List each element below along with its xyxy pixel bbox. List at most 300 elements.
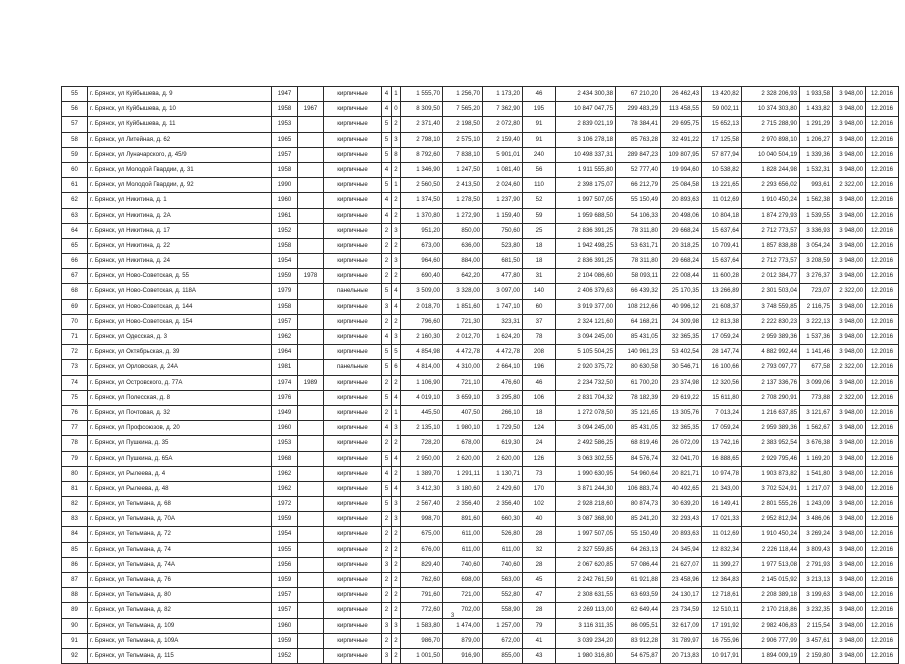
wall-material-cell: кирпичные <box>324 162 382 177</box>
cost-part-2-cell: 26 462,43 <box>661 87 702 102</box>
residents-cell: 124 <box>523 421 556 436</box>
cost-part-1-cell: 64 168,21 <box>616 314 661 329</box>
cost-part-3-cell: 12 813,38 <box>702 314 742 329</box>
address-cell: г. Брянск, ул Луначарского, д. 45/9 <box>88 147 272 162</box>
cost-part-2-cell: 23 734,59 <box>661 603 702 618</box>
total-cost-cell: 2 067 620,85 <box>556 557 616 572</box>
table-row <box>62 527 899 542</box>
cost-part-2-cell: 22 008,44 <box>661 269 702 284</box>
living-area-cell: 721,00 <box>443 588 483 603</box>
address-cell: г. Брянск, ул Тельмана, д. 68 <box>88 497 272 512</box>
year-rebuilt-cell <box>298 421 324 436</box>
row-number: 68 <box>62 284 88 299</box>
floors-cell: 5 <box>382 132 392 147</box>
table-row <box>62 451 899 466</box>
floors-cell: 2 <box>382 527 392 542</box>
floors-cell: 2 <box>382 375 392 390</box>
entrances-cell: 5 <box>392 345 401 360</box>
total-area-cell: 1 370,80 <box>401 208 443 223</box>
row-number: 58 <box>62 132 88 147</box>
year-built-cell: 1958 <box>272 102 298 117</box>
floors-cell: 4 <box>382 330 392 345</box>
cost-part-1-cell: 66 439,32 <box>616 284 661 299</box>
row-number: 86 <box>62 557 88 572</box>
cost-part-3-cell: 59 002,11 <box>702 102 742 117</box>
wall-material-cell: кирпичные <box>324 466 382 481</box>
unit-cost-cell: 3 222,13 <box>800 314 833 329</box>
unit-cost-cell: 1 339,36 <box>800 147 833 162</box>
cost-part-1-cell: 85 763,28 <box>616 132 661 147</box>
total-area-cell: 1 346,90 <box>401 162 443 177</box>
residents-cell: 40 <box>523 512 556 527</box>
cost-part-2-cell: 20 893,63 <box>661 527 702 542</box>
year-rebuilt-cell <box>298 573 324 588</box>
unit-cost-cell: 1 206,27 <box>800 132 833 147</box>
cost-part-4-cell: 2 383 952,54 <box>742 436 800 451</box>
total-area-cell: 2 160,30 <box>401 330 443 345</box>
living-area-cell: 1 980,10 <box>443 421 483 436</box>
total-area-cell: 2 560,50 <box>401 178 443 193</box>
floors-cell: 4 <box>382 162 392 177</box>
residential-area-cell: 1 257,00 <box>483 618 523 633</box>
row-number: 83 <box>62 512 88 527</box>
total-cost-cell: 2 308 631,55 <box>556 588 616 603</box>
year-rebuilt-cell <box>298 618 324 633</box>
date-cell: 12.2016 <box>866 618 899 633</box>
residents-cell: 91 <box>523 117 556 132</box>
address-cell: г. Брянск, ул Никитина, д. 2А <box>88 208 272 223</box>
cost-part-1-cell: 58 093,11 <box>616 269 661 284</box>
date-cell: 12.2016 <box>866 208 899 223</box>
unit-cost-cell: 3 676,38 <box>800 436 833 451</box>
floors-cell: 2 <box>382 269 392 284</box>
cost-part-3-cell: 57 877,94 <box>702 147 742 162</box>
year-rebuilt-cell <box>298 345 324 360</box>
total-cost-cell: 10 847 047,75 <box>556 102 616 117</box>
cost-part-1-cell: 78 311,80 <box>616 223 661 238</box>
table-row <box>62 573 899 588</box>
year-built-cell: 1981 <box>272 360 298 375</box>
cost-part-3-cell: 17 191,92 <box>702 618 742 633</box>
living-area-cell: 891,60 <box>443 512 483 527</box>
wall-material-cell: кирпичные <box>324 269 382 284</box>
cost-part-1-cell: 85 241,20 <box>616 512 661 527</box>
unit-cost-cell: 1 532,31 <box>800 162 833 177</box>
unit-cost-cell: 3 336,93 <box>800 223 833 238</box>
unit-cost-cell: 3 809,43 <box>800 542 833 557</box>
date-cell: 12.2016 <box>866 269 899 284</box>
cost-part-3-cell: 16 755,96 <box>702 633 742 648</box>
table-row <box>62 633 899 648</box>
rate-cell: 3 948,00 <box>833 497 866 512</box>
row-number: 61 <box>62 178 88 193</box>
cost-part-1-cell: 78 384,41 <box>616 117 661 132</box>
entrances-cell: 2 <box>392 527 401 542</box>
floors-cell: 4 <box>382 87 392 102</box>
cost-part-1-cell: 61 700,20 <box>616 375 661 390</box>
address-cell: г. Брянск, ул Тельмана, д. 115 <box>88 648 272 663</box>
floors-cell: 5 <box>382 390 392 405</box>
residents-cell: 110 <box>523 178 556 193</box>
cost-part-4-cell: 2 222 830,23 <box>742 314 800 329</box>
cost-part-2-cell: 24 309,98 <box>661 314 702 329</box>
floors-cell: 4 <box>382 466 392 481</box>
cost-part-2-cell: 32 617,09 <box>661 618 702 633</box>
date-cell: 12.2016 <box>866 527 899 542</box>
cost-part-4-cell: 1 874 279,93 <box>742 208 800 223</box>
wall-material-cell: кирпичные <box>324 345 382 360</box>
rate-cell: 3 948,00 <box>833 162 866 177</box>
year-built-cell: 1955 <box>272 542 298 557</box>
wall-material-cell: кирпичные <box>324 588 382 603</box>
wall-material-cell: панельные <box>324 284 382 299</box>
entrances-cell: 3 <box>392 618 401 633</box>
address-cell: г. Брянск, ул Тельмана, д. 76 <box>88 573 272 588</box>
total-area-cell: 1 001,50 <box>401 648 443 663</box>
living-area-cell: 2 356,40 <box>443 497 483 512</box>
floors-cell: 4 <box>382 102 392 117</box>
entrances-cell: 3 <box>392 223 401 238</box>
total-cost-cell: 2 324 121,60 <box>556 314 616 329</box>
cost-part-1-cell: 61 921,88 <box>616 573 661 588</box>
residential-area-cell: 672,00 <box>483 633 523 648</box>
row-number: 85 <box>62 542 88 557</box>
residents-cell: 45 <box>523 573 556 588</box>
cost-part-1-cell: 80 630,58 <box>616 360 661 375</box>
year-rebuilt-cell <box>298 117 324 132</box>
residents-cell: 78 <box>523 330 556 345</box>
wall-material-cell: кирпичные <box>324 512 382 527</box>
total-area-cell: 951,20 <box>401 223 443 238</box>
cost-part-2-cell: 26 072,09 <box>661 436 702 451</box>
row-number: 78 <box>62 436 88 451</box>
row-number: 79 <box>62 451 88 466</box>
table-row <box>62 345 899 360</box>
rate-cell: 3 948,00 <box>833 223 866 238</box>
floors-cell: 2 <box>382 254 392 269</box>
year-built-cell: 1952 <box>272 648 298 663</box>
date-cell: 12.2016 <box>866 117 899 132</box>
cost-part-3-cell: 13 420,82 <box>702 87 742 102</box>
address-cell: г. Брянск, ул Пушкина, д. 35 <box>88 436 272 451</box>
unit-cost-cell: 723,07 <box>800 284 833 299</box>
cost-part-3-cell: 11 012,69 <box>702 193 742 208</box>
year-rebuilt-cell <box>298 314 324 329</box>
address-cell: г. Брянск, ул Никитина, д. 1 <box>88 193 272 208</box>
total-cost-cell: 1 911 555,80 <box>556 162 616 177</box>
date-cell: 12.2016 <box>866 132 899 147</box>
cost-part-2-cell: 30 639,20 <box>661 497 702 512</box>
residential-area-cell: 855,00 <box>483 648 523 663</box>
total-area-cell: 3 412,30 <box>401 481 443 496</box>
total-cost-cell: 1 990 630,95 <box>556 466 616 481</box>
date-cell: 12.2016 <box>866 512 899 527</box>
year-rebuilt-cell <box>298 87 324 102</box>
date-cell: 12.2016 <box>866 603 899 618</box>
cost-part-1-cell: 85 431,05 <box>616 330 661 345</box>
year-rebuilt-cell <box>298 178 324 193</box>
cost-part-2-cell: 13 305,76 <box>661 405 702 420</box>
wall-material-cell: кирпичные <box>324 299 382 314</box>
cost-part-1-cell: 54 106,33 <box>616 208 661 223</box>
address-cell: г. Брянск, ул Куйбышева, д. 11 <box>88 117 272 132</box>
living-area-cell: 916,90 <box>443 648 483 663</box>
entrances-cell: 3 <box>392 497 401 512</box>
rate-cell: 3 948,00 <box>833 405 866 420</box>
residents-cell: 240 <box>523 147 556 162</box>
living-area-cell: 678,00 <box>443 436 483 451</box>
residential-area-cell: 7 362,90 <box>483 102 523 117</box>
address-cell: г. Брянск, ул Ново-Советская, д. 118А <box>88 284 272 299</box>
residential-area-cell: 750,60 <box>483 223 523 238</box>
residents-cell: 52 <box>523 193 556 208</box>
cost-part-4-cell: 2 793 097,77 <box>742 360 800 375</box>
row-number: 63 <box>62 208 88 223</box>
total-cost-cell: 2 836 391,25 <box>556 223 616 238</box>
date-cell: 12.2016 <box>866 405 899 420</box>
date-cell: 12.2016 <box>866 375 899 390</box>
floors-cell: 3 <box>382 557 392 572</box>
wall-material-cell: кирпичные <box>324 375 382 390</box>
cost-part-2-cell: 109 807,95 <box>661 147 702 162</box>
address-cell: г. Брянск, ул Полесская, д. 8 <box>88 390 272 405</box>
row-number: 82 <box>62 497 88 512</box>
cost-part-1-cell: 85 431,05 <box>616 421 661 436</box>
address-cell: г. Брянск, ул Тельмана, д. 80 <box>88 588 272 603</box>
year-built-cell: 1958 <box>272 238 298 253</box>
cost-part-4-cell: 2 712 773,57 <box>742 254 800 269</box>
cost-part-1-cell: 62 649,44 <box>616 603 661 618</box>
date-cell: 12.2016 <box>866 345 899 360</box>
rate-cell: 3 948,00 <box>833 147 866 162</box>
date-cell: 12.2016 <box>866 557 899 572</box>
residential-area-cell: 681,50 <box>483 254 523 269</box>
unit-cost-cell: 3 232,35 <box>800 603 833 618</box>
table-row <box>62 512 899 527</box>
residential-area-cell: 2 664,10 <box>483 360 523 375</box>
cost-part-1-cell: 54 675,87 <box>616 648 661 663</box>
residents-cell: 106 <box>523 390 556 405</box>
rate-cell: 3 948,00 <box>833 436 866 451</box>
total-cost-cell: 5 105 504,25 <box>556 345 616 360</box>
living-area-cell: 1 278,50 <box>443 193 483 208</box>
row-number: 64 <box>62 223 88 238</box>
living-area-cell: 4 472,78 <box>443 345 483 360</box>
floors-cell: 5 <box>382 147 392 162</box>
year-rebuilt-cell <box>298 527 324 542</box>
unit-cost-cell: 1 539,55 <box>800 208 833 223</box>
row-number: 87 <box>62 573 88 588</box>
unit-cost-cell: 1 933,58 <box>800 87 833 102</box>
cost-part-3-cell: 17 059,24 <box>702 330 742 345</box>
year-rebuilt-cell <box>298 588 324 603</box>
cost-part-4-cell: 2 959 389,36 <box>742 330 800 345</box>
table-row <box>62 299 899 314</box>
cost-part-1-cell: 57 086,44 <box>616 557 661 572</box>
rate-cell: 3 948,00 <box>833 466 866 481</box>
unit-cost-cell: 2 791,93 <box>800 557 833 572</box>
total-cost-cell: 2 327 559,85 <box>556 542 616 557</box>
cost-part-3-cell: 17 059,24 <box>702 421 742 436</box>
rate-cell: 3 948,00 <box>833 208 866 223</box>
entrances-cell: 4 <box>392 390 401 405</box>
residential-area-cell: 1 159,40 <box>483 208 523 223</box>
residents-cell: 59 <box>523 208 556 223</box>
address-cell: г. Брянск, ул Никитина, д. 24 <box>88 254 272 269</box>
row-number: 89 <box>62 603 88 618</box>
floors-cell: 4 <box>382 421 392 436</box>
cost-part-3-cell: 17 021,33 <box>702 512 742 527</box>
living-area-cell: 2 413,50 <box>443 178 483 193</box>
floors-cell: 2 <box>382 223 392 238</box>
cost-part-4-cell: 1 910 450,24 <box>742 527 800 542</box>
address-cell: г. Брянск, ул Куйбышева, д. 9 <box>88 87 272 102</box>
row-number: 77 <box>62 421 88 436</box>
row-number: 59 <box>62 147 88 162</box>
year-built-cell: 1952 <box>272 223 298 238</box>
residential-area-cell: 477,80 <box>483 269 523 284</box>
cost-part-1-cell: 63 693,59 <box>616 588 661 603</box>
rate-cell: 3 948,00 <box>833 193 866 208</box>
residential-area-cell: 660,30 <box>483 512 523 527</box>
residential-area-cell: 2 024,60 <box>483 178 523 193</box>
total-cost-cell: 3 116 311,35 <box>556 618 616 633</box>
cost-part-4-cell: 2 801 555,26 <box>742 497 800 512</box>
table-row <box>62 208 899 223</box>
living-area-cell: 4 310,00 <box>443 360 483 375</box>
address-cell: г. Брянск, ул Профсоюзов, д. 20 <box>88 421 272 436</box>
year-built-cell: 1947 <box>272 87 298 102</box>
total-area-cell: 986,70 <box>401 633 443 648</box>
cost-part-1-cell: 54 960,64 <box>616 466 661 481</box>
floors-cell: 3 <box>382 618 392 633</box>
total-area-cell: 829,40 <box>401 557 443 572</box>
wall-material-cell: кирпичные <box>324 421 382 436</box>
total-cost-cell: 3 919 377,00 <box>556 299 616 314</box>
date-cell: 12.2016 <box>866 421 899 436</box>
living-area-cell: 721,10 <box>443 375 483 390</box>
residents-cell: 102 <box>523 497 556 512</box>
date-cell: 12.2016 <box>866 497 899 512</box>
unit-cost-cell: 3 486,06 <box>800 512 833 527</box>
total-cost-cell: 3 063 302,55 <box>556 451 616 466</box>
cost-part-4-cell: 3 748 559,85 <box>742 299 800 314</box>
year-built-cell: 1957 <box>272 588 298 603</box>
residents-cell: 28 <box>523 557 556 572</box>
year-built-cell: 1960 <box>272 421 298 436</box>
rate-cell: 3 948,00 <box>833 375 866 390</box>
row-number: 75 <box>62 390 88 405</box>
total-area-cell: 4 019,10 <box>401 390 443 405</box>
cost-part-1-cell: 64 263,13 <box>616 542 661 557</box>
year-rebuilt-cell <box>298 436 324 451</box>
entrances-cell: 6 <box>392 360 401 375</box>
residents-cell: 195 <box>523 102 556 117</box>
cost-part-4-cell: 1 894 009,19 <box>742 648 800 663</box>
unit-cost-cell: 1 562,67 <box>800 421 833 436</box>
cost-part-4-cell: 2 137 336,76 <box>742 375 800 390</box>
living-area-cell: 1 247,50 <box>443 162 483 177</box>
table-row <box>62 147 899 162</box>
rate-cell: 3 948,00 <box>833 117 866 132</box>
residents-cell: 24 <box>523 436 556 451</box>
entrances-cell: 2 <box>392 648 401 663</box>
wall-material-cell: кирпичные <box>324 102 382 117</box>
cost-part-4-cell: 1 977 513,08 <box>742 557 800 572</box>
living-area-cell: 3 328,00 <box>443 284 483 299</box>
wall-material-cell: панельные <box>324 360 382 375</box>
cost-part-1-cell: 106 883,74 <box>616 481 661 496</box>
table-row <box>62 588 899 603</box>
living-area-cell: 850,00 <box>443 223 483 238</box>
unit-cost-cell: 1 562,38 <box>800 193 833 208</box>
unit-cost-cell: 3 054,24 <box>800 238 833 253</box>
address-cell: г. Брянск, ул Тельмана, д. 72 <box>88 527 272 542</box>
living-area-cell: 2 012,70 <box>443 330 483 345</box>
entrances-cell: 1 <box>392 405 401 420</box>
wall-material-cell: кирпичные <box>324 117 382 132</box>
date-cell: 12.2016 <box>866 314 899 329</box>
row-number: 80 <box>62 466 88 481</box>
total-area-cell: 762,60 <box>401 573 443 588</box>
year-rebuilt-cell <box>298 466 324 481</box>
unit-cost-cell: 2 116,75 <box>800 299 833 314</box>
entrances-cell: 4 <box>392 481 401 496</box>
living-area-cell: 740,60 <box>443 557 483 572</box>
entrances-cell: 2 <box>392 238 401 253</box>
year-built-cell: 1959 <box>272 573 298 588</box>
entrances-cell: 2 <box>392 588 401 603</box>
address-cell: г. Брянск, ул Молодой Гвардии, д. 31 <box>88 162 272 177</box>
wall-material-cell: кирпичные <box>324 330 382 345</box>
year-rebuilt-cell <box>298 284 324 299</box>
row-number: 88 <box>62 588 88 603</box>
floors-cell: 5 <box>382 360 392 375</box>
residents-cell: 37 <box>523 314 556 329</box>
residents-cell: 18 <box>523 238 556 253</box>
year-rebuilt-cell: 1978 <box>298 269 324 284</box>
total-cost-cell: 2 398 175,07 <box>556 178 616 193</box>
year-rebuilt-cell <box>298 451 324 466</box>
rate-cell: 3 948,00 <box>833 573 866 588</box>
cost-part-1-cell: 80 874,73 <box>616 497 661 512</box>
total-area-cell: 676,00 <box>401 542 443 557</box>
entrances-cell: 4 <box>392 451 401 466</box>
living-area-cell: 3 180,60 <box>443 481 483 496</box>
entrances-cell: 3 <box>392 330 401 345</box>
table-row <box>62 193 899 208</box>
cost-part-3-cell: 15 637,64 <box>702 254 742 269</box>
year-rebuilt-cell <box>298 254 324 269</box>
living-area-cell: 698,00 <box>443 573 483 588</box>
rate-cell: 3 948,00 <box>833 618 866 633</box>
total-cost-cell: 1 942 498,25 <box>556 238 616 253</box>
total-area-cell: 964,60 <box>401 254 443 269</box>
date-cell: 12.2016 <box>866 330 899 345</box>
residential-area-cell: 5 901,01 <box>483 147 523 162</box>
address-cell: г. Брянск, ул Островского, д. 77А <box>88 375 272 390</box>
residents-cell: 41 <box>523 633 556 648</box>
total-cost-cell: 3 871 244,30 <box>556 481 616 496</box>
rate-cell: 3 948,00 <box>833 527 866 542</box>
floors-cell: 5 <box>382 345 392 360</box>
total-area-cell: 998,70 <box>401 512 443 527</box>
total-area-cell: 1 374,50 <box>401 193 443 208</box>
unit-cost-cell: 3 208,59 <box>800 254 833 269</box>
residents-cell: 126 <box>523 451 556 466</box>
year-built-cell: 1949 <box>272 405 298 420</box>
cost-part-3-cell: 11 399,27 <box>702 557 742 572</box>
